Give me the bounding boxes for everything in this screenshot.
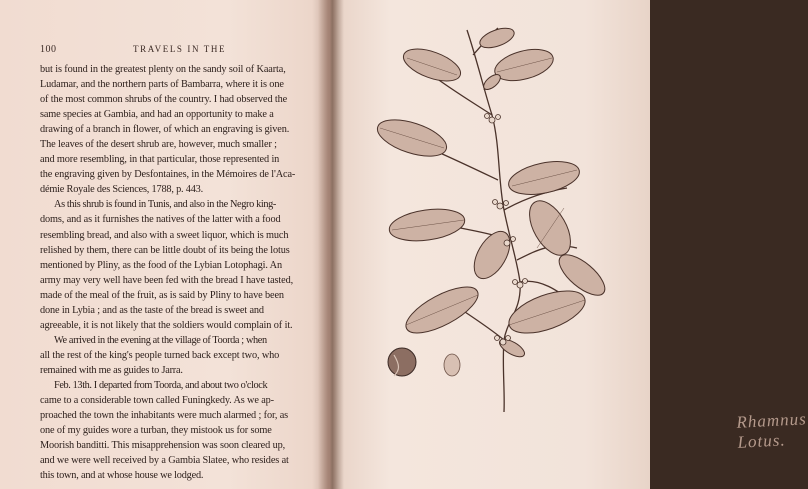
text-line: We arrived in the evening at the village of Toorda ; when <box>54 334 267 346</box>
text-line: drawing of a branch in flower, of which an engraving is given. <box>40 124 290 136</box>
text-line: As this shrub is found in Tunis, and also in the Negro king- <box>54 199 276 211</box>
text-line: agreeable, it is not likely that the soldiers would complain of it. <box>40 319 293 331</box>
text-line: and we were well received by a Gambia Slatee, who resides at <box>40 455 289 467</box>
text-line: done in Lybia ; and as the taste of the bread is sweet and <box>40 304 264 316</box>
text-line: all the rest of the king's people turned back except two, who <box>40 349 280 361</box>
text-line: relished by them, there can be little doubt of its being the lotus <box>40 244 290 256</box>
text-line: army may very well have been fed with the bread I have tasted, <box>40 274 294 286</box>
body-text <box>40 62 328 483</box>
text-line: démie Royale des Sciences, 1788, p. 443. <box>40 184 204 196</box>
text-line: this town, and at whose house we lodged. <box>40 470 204 482</box>
text-line: resembling bread, and also with a sweet liquor, which is much <box>40 229 289 241</box>
fruit-and-seed-details <box>388 348 460 376</box>
text-line: remained with me as guides to Jarra. <box>40 364 183 376</box>
plate-caption: Rhamnus Lotus. <box>736 409 808 452</box>
right-page <box>332 0 808 489</box>
text-line: the engraving given by Desfontaines, in the Mémoires de l'Aca- <box>40 169 296 181</box>
running-head: TRAVELS IN THE <box>133 44 227 54</box>
text-line: proached the town the inhabitants were much alarmed ; for, as <box>40 410 289 422</box>
text-line: Feb. 13th. I departed from Toorda, and about two o'clock <box>54 379 268 391</box>
leaf-veins <box>380 58 585 325</box>
text-line: but is found in the greatest plenty on the sandy soil of Kaarta, <box>40 64 286 75</box>
text-line: one of my guides wore a turban, they mistook us for some <box>40 425 272 437</box>
leaves <box>373 24 611 360</box>
text-line: The leaves of the desert shrub are, however, much smaller ; <box>40 139 277 151</box>
text-line: same species at Gambia, and had an opportunity to make a <box>40 109 274 121</box>
text-line: came to a considerable town called Funingkedy. As we ap- <box>40 395 274 407</box>
text-line: Ludamar, and the northern parts of Bambarra, where it is one <box>40 79 284 91</box>
left-page <box>0 0 330 489</box>
botanical-plate-illustration <box>372 20 632 460</box>
page-number: 100 <box>40 44 57 55</box>
text-line: of the most common shrubs of the country. I had observed the <box>40 94 288 106</box>
text-line: and more resembling, in that particular, those represented in <box>40 154 280 166</box>
text-line: doms, and as it furnishes the natives of the latter with a food <box>40 214 281 226</box>
text-line: mentioned by Pliny, as the food of the Lybian Lotophagi. An <box>40 259 282 271</box>
text-line: made of the meal of the fruit, as is said by Pliny to have been <box>40 289 284 301</box>
text-line: Moorish banditti. This misapprehension was soon cleared up, <box>40 440 286 452</box>
